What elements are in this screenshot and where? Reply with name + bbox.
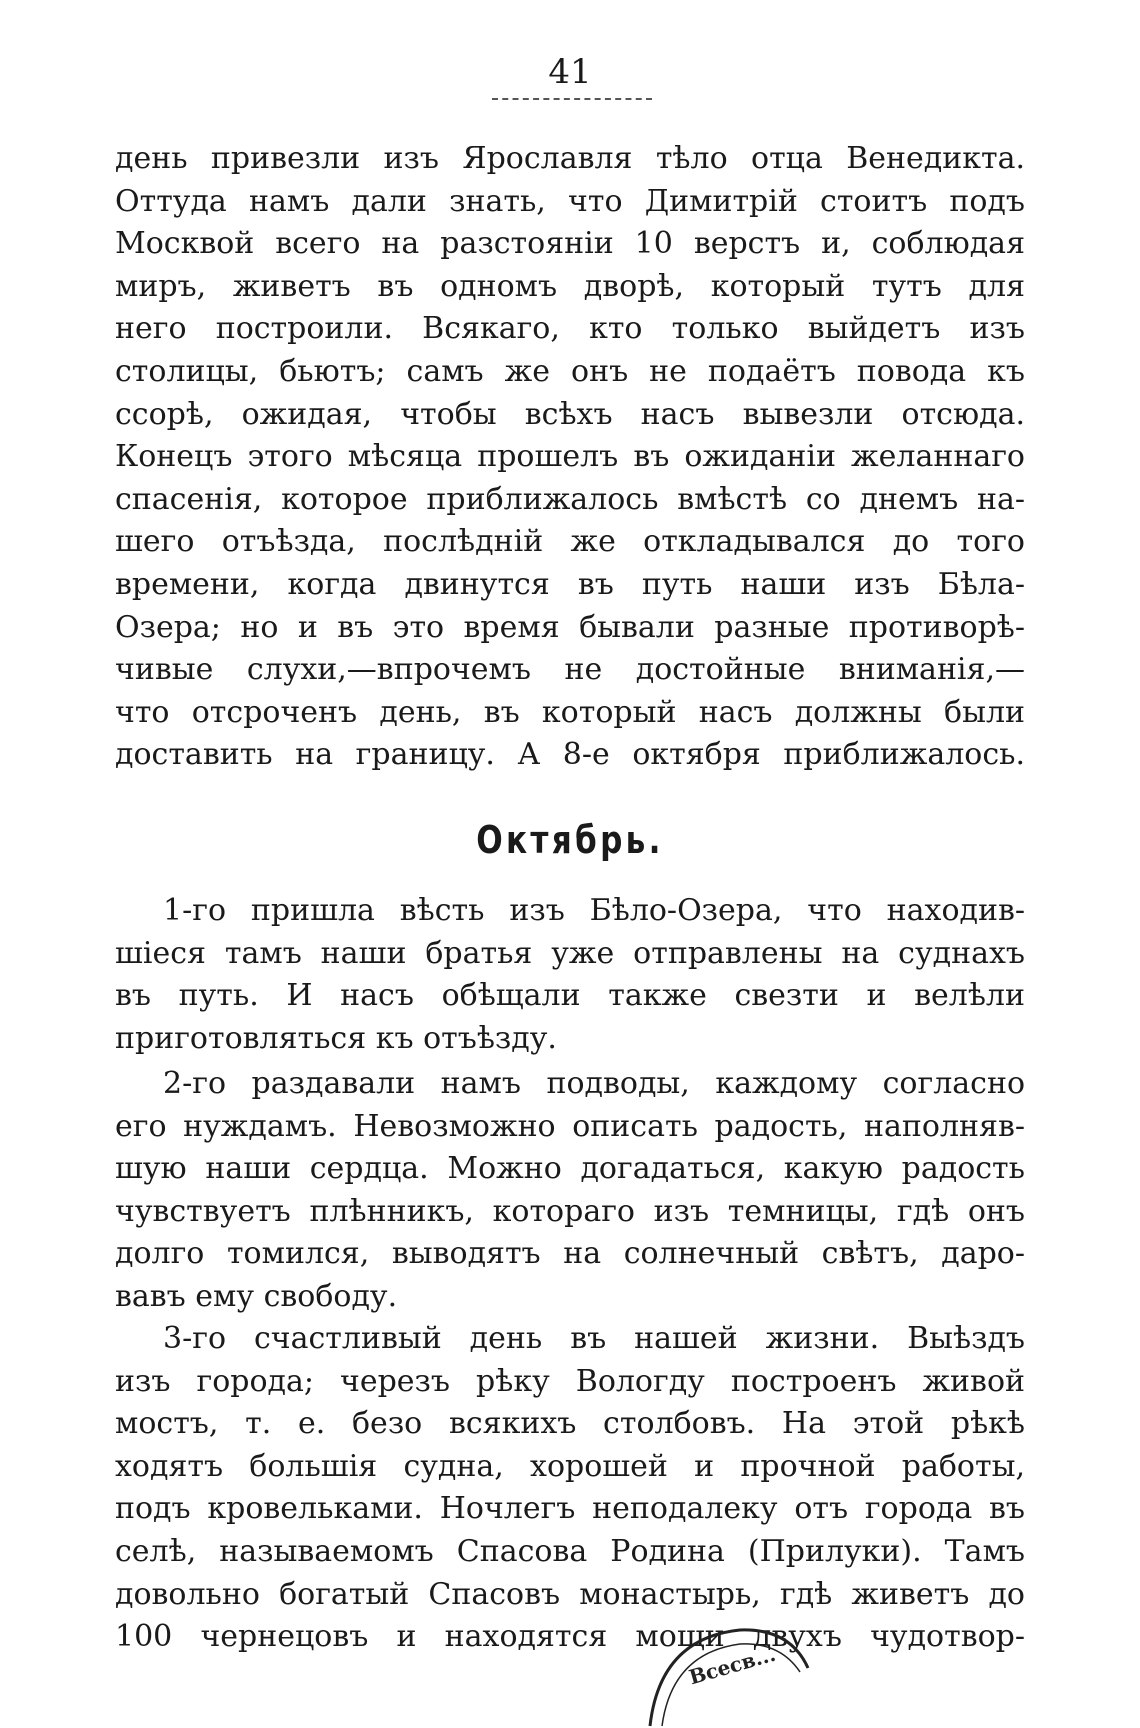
text-line: его нуждамъ. Невозможно описать радость, наполняв-: [115, 1108, 1025, 1144]
text-line: селѣ, называемомъ Спасова Родина (Прилуки). Тамъ: [115, 1533, 1025, 1569]
text-line: подъ кровельками. Ночлегъ неподалеку отъ города въ: [115, 1491, 1025, 1527]
text-line: ходятъ большія судна, хорошей и прочной работы,: [115, 1448, 1025, 1484]
text-line: 3-го счастливый день въ нашей жизни. Выѣздъ: [163, 1321, 1025, 1356]
paragraph-october-3: [115, 1318, 1025, 1659]
paragraph-intro: [115, 138, 1025, 777]
section-heading-october: Октябрь.: [476, 818, 664, 862]
text-line: что отсроченъ день, въ который насъ должны были: [115, 694, 1025, 730]
text-line: въ путь. И насъ обѣщали также свезти и велѣли: [115, 978, 1025, 1014]
text-line: долго томился, выводятъ на солнечный свѣтъ, даро-: [115, 1236, 1025, 1272]
library-stamp: [640, 1608, 810, 1728]
text-line: шего отъѣзда, послѣдній же откладывался до того: [115, 524, 1025, 560]
text-line: спасенія, которое приближалось вмѣстѣ со днемъ на-: [115, 481, 1025, 517]
text-line: него построили. Всякаго, кто только выйдетъ изъ: [115, 311, 1025, 347]
text-line: изъ города; черезъ рѣку Вологду построенъ живой: [115, 1363, 1025, 1399]
text-line: день привезли изъ Ярославля тѣло отца Венедикта.: [115, 141, 1025, 176]
text-line: Оттуда намъ дали знать, что Димитрій стоитъ подъ: [115, 183, 1025, 219]
text-line: доставить на границу. А 8-е октября приближалось.: [115, 737, 1025, 773]
text-line: миръ, живетъ въ одномъ дворѣ, который тутъ для: [115, 268, 1025, 304]
stamp-text: Всесв...: [686, 1641, 779, 1690]
text-line: 1-го пришла вѣсть изъ Бѣло-Озера, что находив-: [163, 893, 1025, 928]
text-line: 100 чернецовъ и находятся мощи двухъ чудотвор-: [115, 1619, 1025, 1655]
paragraph-october-1: [115, 890, 1025, 1060]
text-line: приготовляться къ отъѣзду.: [115, 1020, 557, 1056]
page-number-rule: [492, 98, 652, 100]
text-line: чивые слухи,—впрочемъ не достойные вниманія,—: [115, 652, 1025, 688]
text-line: ссорѣ, ожидая, чтобы всѣхъ насъ вывезли отсюда.: [115, 396, 1025, 432]
text-line: столицы, бьютъ; самъ же онъ не подаётъ повода къ: [115, 353, 1025, 389]
text-line: Конецъ этого мѣсяца прошелъ въ ожиданіи желаннаго: [115, 439, 1025, 475]
text-line: шую наши сердца. Можно догадаться, какую радость: [115, 1151, 1025, 1187]
text-line: довольно богатый Спасовъ монастырь, гдѣ живетъ до: [115, 1576, 1025, 1612]
text-line: чувствуетъ плѣнникъ, котораго изъ темницы, гдѣ онъ: [115, 1193, 1025, 1229]
text-line: мостъ, т. е. безо всякихъ столбовъ. На этой рѣкѣ: [115, 1406, 1025, 1442]
text-line: 2-го раздавали намъ подводы, каждому согласно: [163, 1066, 1025, 1101]
text-line: вавъ ему свободу.: [115, 1278, 398, 1314]
page-number: 41: [548, 52, 592, 92]
text-line: времени, когда двинутся въ путь наши изъ Бѣла-: [115, 566, 1025, 602]
text-line: шіеся тамъ наши братья уже отправлены на суднахъ: [115, 935, 1025, 971]
paragraph-october-2: [115, 1063, 1025, 1319]
text-line: Озера; но и въ это время бывали разные противорѣ-: [115, 609, 1025, 645]
text-line: Москвой всего на разстояніи 10 верстъ и, соблюдая: [115, 226, 1025, 262]
